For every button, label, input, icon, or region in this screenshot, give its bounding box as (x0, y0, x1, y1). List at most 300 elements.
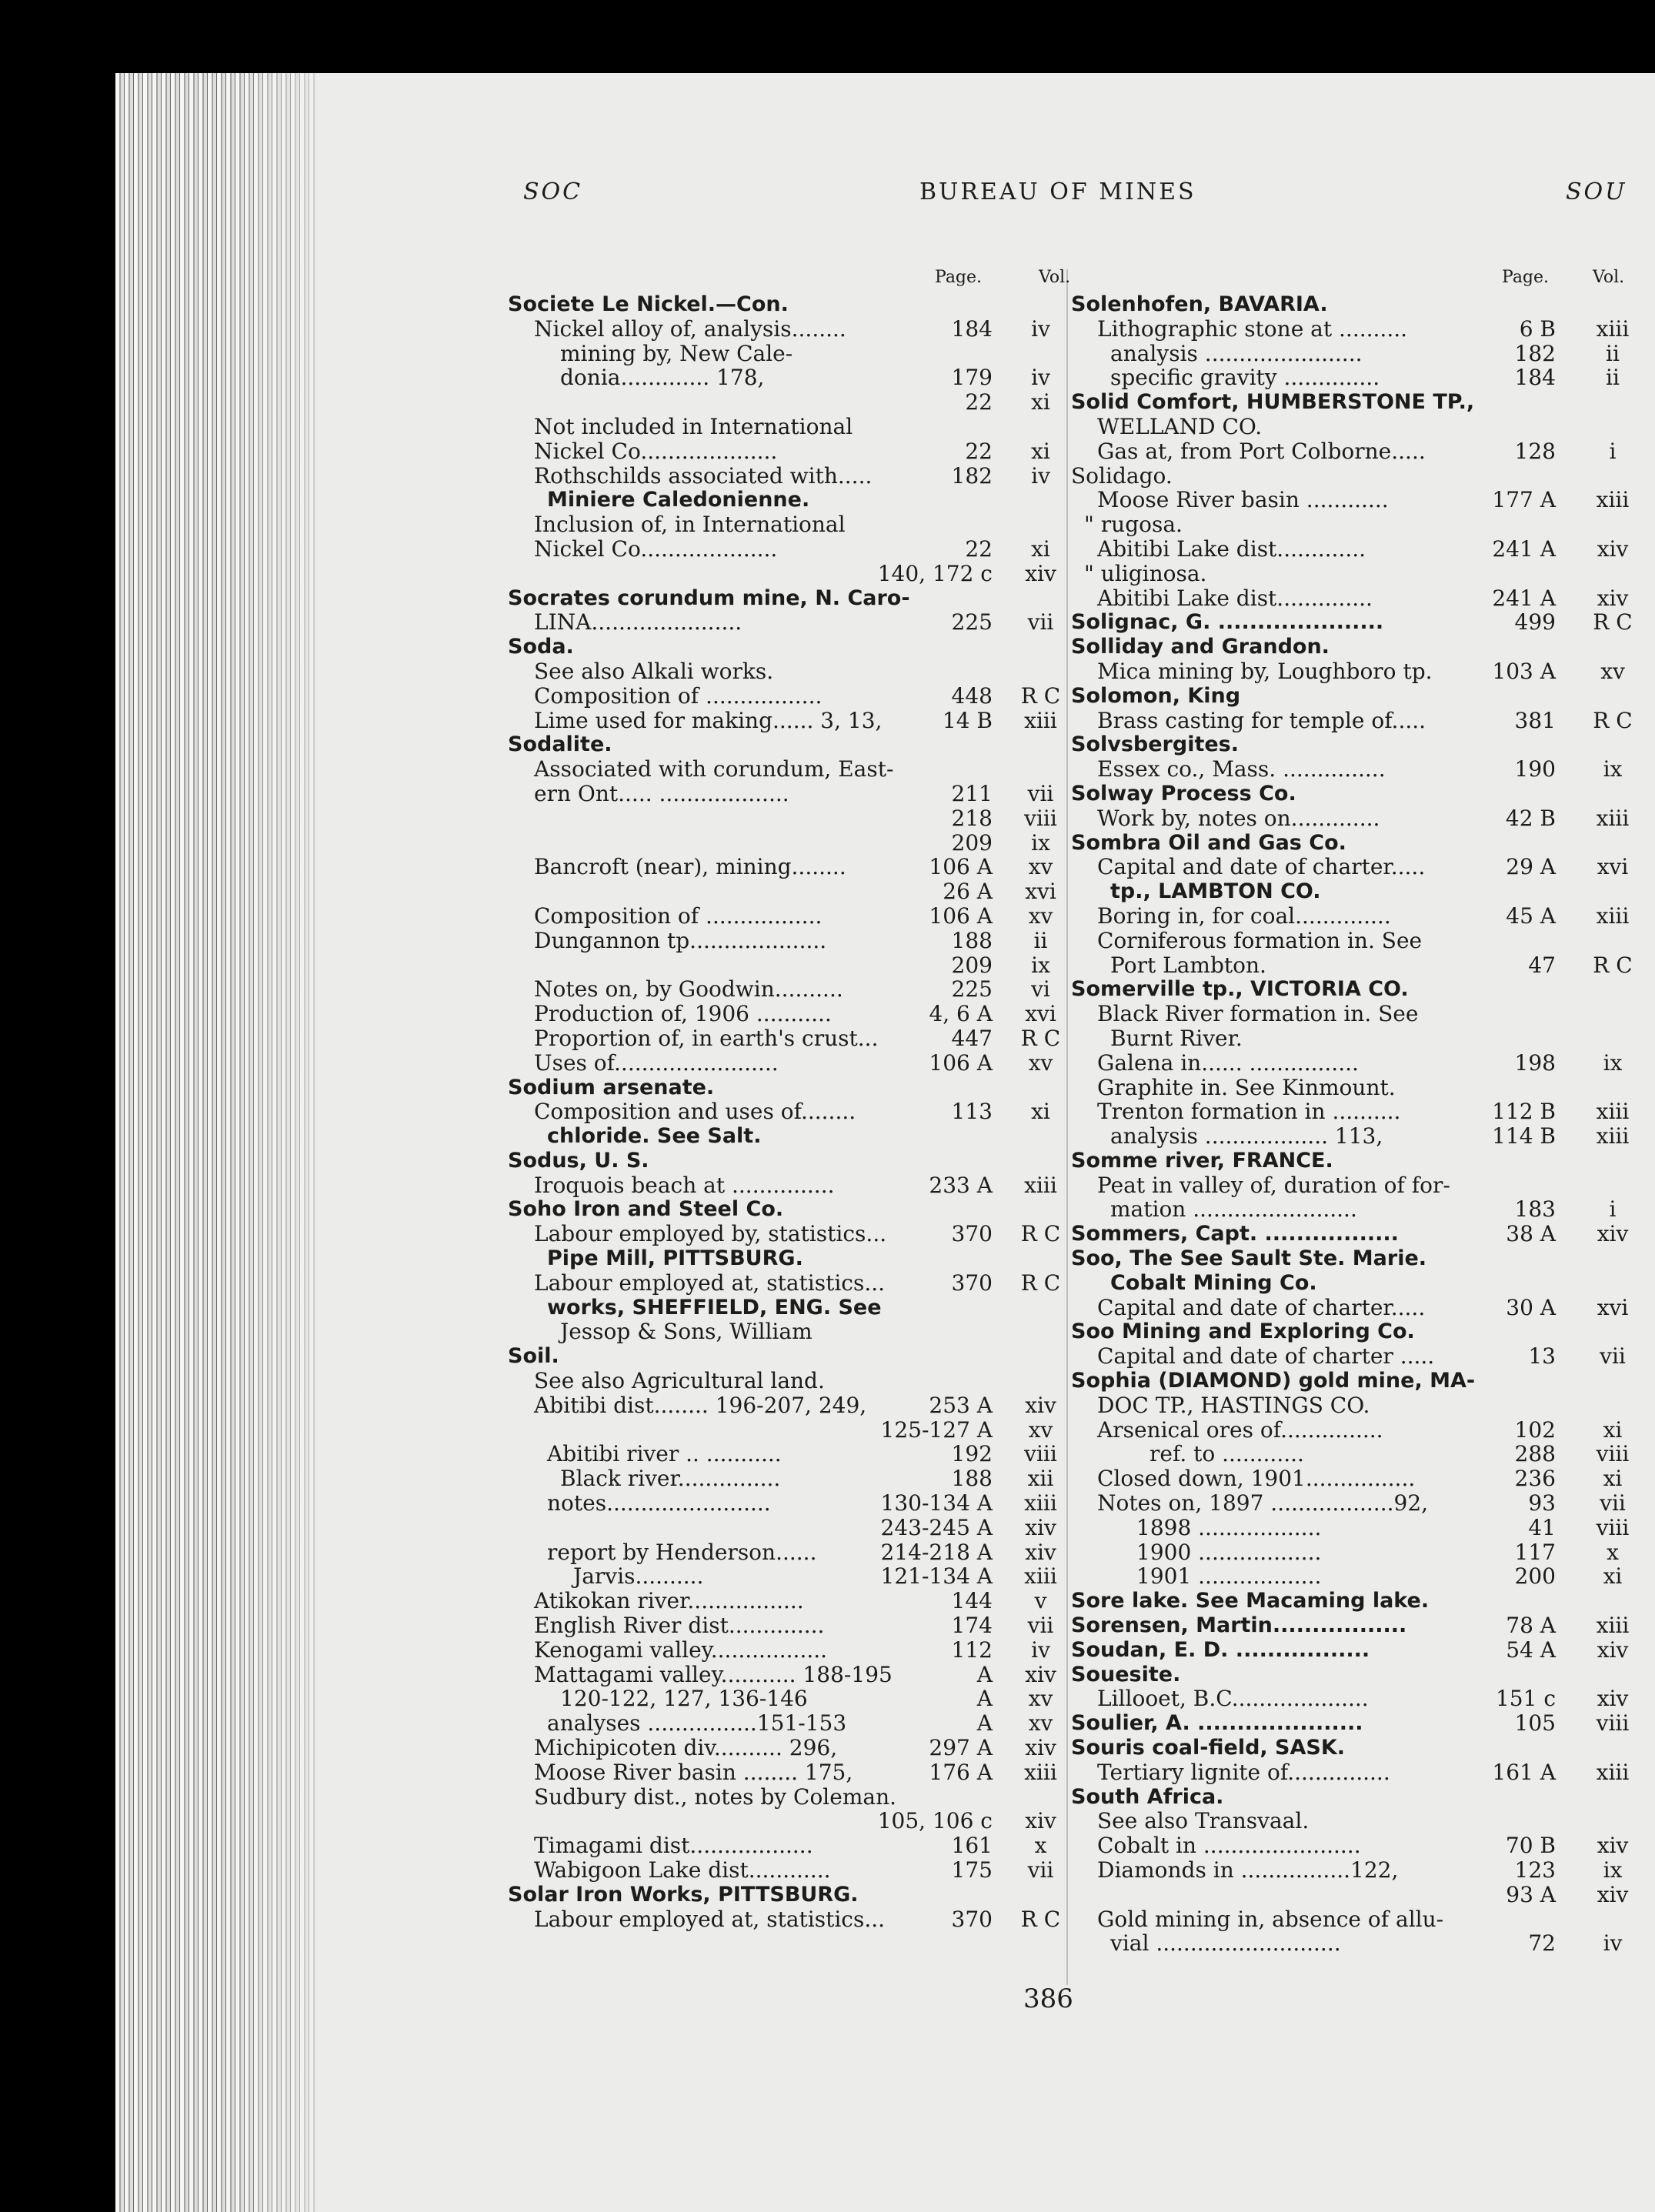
index-entry (1071, 1222, 1640, 1246)
volume-reference: xiii (1596, 805, 1630, 831)
page-reference: 370 (951, 1269, 993, 1296)
index-subentry (1071, 659, 1640, 684)
volume-reference: xvi (1025, 1001, 1056, 1027)
entry-text: LINA...................... (534, 609, 742, 636)
volume-reference: x (1034, 1833, 1047, 1859)
page-reference: 106 A (929, 902, 993, 929)
index-subentry (508, 1907, 1069, 1932)
index-entry (1071, 635, 1640, 659)
volume-reference: xiii (1596, 315, 1630, 342)
entry-text: Solignac, G. ..................... (1071, 610, 1384, 635)
index-subentry (508, 1785, 1069, 1810)
volume-reference: xi (1603, 1466, 1623, 1492)
index-subentry (1071, 1687, 1640, 1711)
page-reference: 241 A (1492, 585, 1556, 611)
index-entry (1071, 1663, 1640, 1687)
index-subentry (508, 855, 1069, 879)
entry-text: Abitibi Lake dist.............. (1097, 585, 1373, 611)
index-subentry (508, 1320, 1069, 1344)
page-reference: 182 (951, 462, 993, 489)
entry-text: vial ........................... (1110, 1930, 1341, 1957)
index-subentry (508, 831, 1069, 856)
index-subentry (1071, 1466, 1640, 1491)
index-entry (508, 1344, 1069, 1369)
volume-reference: xi (1031, 1099, 1050, 1125)
entry-text: Nickel Co.................... (534, 535, 778, 562)
entry-text: Dungannon tp.................... (534, 927, 827, 953)
volume-reference: ix (1603, 1857, 1623, 1883)
index-subentry (508, 709, 1069, 733)
volume-reference: ix (1031, 952, 1050, 978)
volume-reference: ii (1606, 365, 1620, 391)
volume-reference: ix (1603, 1049, 1623, 1076)
entry-text: Composition of ................. (534, 902, 822, 929)
index-subentry (508, 1002, 1069, 1026)
entry-text: Corniferous formation in. See (1097, 927, 1423, 953)
index-subentry (1071, 1026, 1640, 1051)
index-subentry (1071, 1002, 1640, 1026)
entry-text: Sommers, Capt. ................. (1071, 1222, 1399, 1246)
entry-text: Uses of........................ (534, 1049, 779, 1076)
index-subentry (1071, 1833, 1640, 1858)
entry-text: Nickel Co.................... (534, 438, 778, 464)
page-column-label: Page. (935, 268, 983, 287)
volume-reference: xvi (1025, 879, 1056, 905)
index-subentry (508, 365, 1069, 390)
entry-text: mation ........................ (1110, 1196, 1357, 1223)
entry-text: Lithographic stone at .......... (1097, 315, 1408, 342)
index-entry (1071, 1613, 1640, 1638)
volume-reference: viii (1024, 1441, 1057, 1467)
index-subentry (1071, 1564, 1640, 1589)
entry-text: Rothschilds associated with..... (534, 462, 873, 489)
volume-reference: xiv (1025, 1661, 1056, 1687)
volume-reference: v (1034, 1588, 1047, 1614)
page-reference: 30 A (1506, 1294, 1556, 1320)
entry-text: 1901 .................. (1136, 1563, 1322, 1590)
vol-column-label: Vol. (1039, 268, 1071, 287)
entry-text: Essex co., Mass. ............... (1097, 756, 1386, 782)
entry-text: Atikokan river................. (534, 1588, 804, 1614)
index-entry (1071, 1320, 1640, 1344)
index-subentry (1071, 904, 1640, 929)
page-reference: 214-218 A (880, 1539, 993, 1565)
index-subentry (1071, 1540, 1640, 1565)
entry-text: Somerville tp., VICTORIA CO. (1071, 977, 1409, 1002)
index-subentry (508, 782, 1069, 806)
volume-reference: xiv (1025, 560, 1056, 586)
page-reference: 38 A (1506, 1221, 1556, 1247)
entry-text: Composition of ................. (534, 682, 822, 709)
index-subentry (1071, 537, 1640, 562)
page-reference: 54 A (1506, 1636, 1556, 1663)
entry-text: Closed down, 1901................ (1097, 1466, 1416, 1492)
index-subentry (1071, 929, 1640, 953)
entry-text: analysis ....................... (1110, 340, 1363, 366)
index-subentry (508, 1809, 1069, 1833)
entry-text: Black River formation in. See (1097, 1001, 1419, 1027)
index-subentry (1071, 365, 1640, 390)
index-subentry (508, 1711, 1069, 1736)
page-reference: 211 (951, 780, 993, 806)
index-entry (508, 1246, 1069, 1271)
entry-text: Iroquois beach at ............... (534, 1172, 835, 1198)
index-subentry (508, 757, 1069, 782)
volume-reference: xvi (1597, 1294, 1629, 1320)
index-subentry (1071, 415, 1640, 439)
index-subentry (1071, 1124, 1640, 1149)
page-reference: 370 (951, 1221, 993, 1247)
page-reference: 192 (951, 1441, 993, 1467)
entry-text: Kenogami valley................. (534, 1636, 828, 1663)
entry-text: Solomon, King (1071, 683, 1241, 708)
index-subentry (508, 1760, 1069, 1785)
index-subentry (508, 977, 1069, 1002)
entry-text: Jessop & Sons, William (560, 1319, 812, 1345)
page-reference: 13 (1528, 1343, 1556, 1370)
index-subentry (508, 512, 1069, 537)
entry-text: Not included in International (534, 413, 853, 439)
index-subentry (1071, 1197, 1640, 1222)
volume-reference: xiii (1024, 1759, 1057, 1785)
entry-text: Solidago. (1071, 462, 1173, 489)
entry-text: Wabigoon Lake dist............ (534, 1857, 831, 1883)
index-subentry (508, 1099, 1069, 1124)
entry-text: Peat in valley of, duration of for- (1097, 1172, 1450, 1198)
index-entry (508, 1296, 1069, 1320)
page-reference: 113 (951, 1099, 993, 1125)
index-subentry (1071, 1418, 1640, 1443)
index-subentry (508, 1564, 1069, 1589)
index-subentry (1071, 1760, 1640, 1785)
index-subentry (508, 610, 1069, 635)
entry-text: Tertiary lignite of............... (1097, 1759, 1390, 1785)
entry-text: Timagami dist.................. (534, 1833, 813, 1859)
index-subentry (1071, 1809, 1640, 1833)
entry-text: Composition and uses of........ (534, 1099, 856, 1125)
entry-text: Sodalite. (508, 732, 612, 757)
volume-reference: xiv (1597, 535, 1629, 562)
index-subentry (508, 1026, 1069, 1051)
page-reference: 161 A (1492, 1759, 1556, 1785)
entry-text: Soudan, E. D. ................. (1071, 1637, 1370, 1662)
index-subentry (508, 659, 1069, 684)
page-reference: 130-134 A (880, 1490, 993, 1516)
index-subentry (1071, 439, 1640, 464)
entry-text: Gold mining in, absence of allu- (1097, 1906, 1444, 1932)
page-reference: 72 (1528, 1930, 1556, 1957)
page-reference: 151 c (1495, 1686, 1556, 1712)
entry-text: notes........................ (547, 1490, 771, 1516)
page-reference: 22 (965, 438, 993, 464)
page-reference: 105, 106 c (877, 1808, 993, 1834)
volume-reference: xiii (1024, 1563, 1057, 1590)
entry-text: Diamonds in ................122, (1097, 1857, 1399, 1883)
entry-text: Port Lambton. (1110, 952, 1266, 978)
volume-reference: iv (1603, 1930, 1623, 1957)
page-reference: 209 (951, 952, 993, 978)
index-subentry (508, 953, 1069, 978)
entry-text: " uliginosa. (1084, 560, 1207, 586)
entry-text: 1900 .................. (1136, 1539, 1322, 1565)
index-entry (508, 586, 1069, 611)
page-reference: 218 (951, 805, 993, 831)
index-column-right (1071, 268, 1640, 1956)
volume-reference: ii (1606, 340, 1620, 366)
page-reference: 184 (951, 315, 993, 342)
page-reference: 106 A (929, 1049, 993, 1076)
page-reference: 112 B (1492, 1099, 1556, 1125)
entry-text: 1898 .................. (1136, 1514, 1322, 1540)
entry-text: Soo, The See Sault Ste. Marie. (1071, 1246, 1427, 1271)
page-reference: 188 (951, 1466, 993, 1492)
index-subentry (508, 1663, 1069, 1687)
volume-reference: vi (1031, 976, 1050, 1003)
volume-reference: viii (1596, 1710, 1630, 1737)
page-reference: 288 (1514, 1441, 1556, 1467)
page-reference: 499 (1514, 609, 1556, 636)
index-entry (1071, 879, 1640, 904)
entry-text: Mattagami valley........... 188-195 (534, 1661, 893, 1687)
volume-reference: ii (1033, 927, 1048, 953)
volume-reference: ix (1031, 829, 1050, 856)
entry-text: specific gravity .............. (1110, 365, 1380, 391)
volume-reference: R C (1020, 1269, 1061, 1296)
page-reference: 448 (951, 682, 993, 709)
entry-text: Socrates corundum mine, N. Caro- (508, 586, 910, 610)
page-reference: 29 A (1506, 854, 1556, 880)
volume-reference: i (1609, 438, 1617, 464)
entry-text: Burnt River. (1110, 1025, 1243, 1051)
index-subentry (1071, 1051, 1640, 1076)
entry-text: Abitibi dist........ 196-207, 249, (534, 1392, 867, 1418)
index-subentry (508, 439, 1069, 464)
entry-text: Sodium arsenate. (508, 1075, 715, 1099)
volume-reference: xvi (1597, 854, 1629, 880)
entry-text: Abitibi river .. ........... (547, 1441, 782, 1467)
volume-reference: xiv (1597, 1686, 1629, 1712)
index-entry (1071, 684, 1640, 709)
index-subentry (508, 929, 1069, 953)
volume-reference: xiii (1596, 487, 1630, 513)
index-entry (1071, 1638, 1640, 1663)
page-reference: 128 (1514, 438, 1556, 464)
index-subentry (1071, 1099, 1640, 1124)
volume-reference: xiv (1025, 1539, 1056, 1565)
page-reference: 14 B (942, 707, 993, 733)
entry-text: analyses ................151-153 (547, 1710, 847, 1737)
entry-text: Black river............... (560, 1466, 781, 1492)
volume-reference: vii (1027, 609, 1054, 636)
volume-reference: xiii (1596, 1123, 1630, 1149)
entry-text: Societe Le Nickel.—Con. (508, 292, 789, 316)
index-subentry (508, 1369, 1069, 1393)
entry-text: Cobalt in ....................... (1097, 1833, 1361, 1859)
volume-reference: xiv (1025, 1735, 1056, 1761)
page-column-label: Page. (1502, 268, 1550, 287)
index-entry (508, 1149, 1069, 1173)
entry-text: Sudbury dist., notes by Coleman. (534, 1783, 897, 1810)
page-reference: 102 (1514, 1416, 1556, 1443)
index-subentry (508, 1540, 1069, 1565)
entry-text: Associated with corundum, East- (534, 756, 894, 782)
index-subentry (1071, 1491, 1640, 1516)
volume-reference: xi (1031, 535, 1050, 562)
index-subentry (508, 1418, 1069, 1443)
entry-text: analysis .................. 113, (1110, 1123, 1383, 1149)
page-reference: 200 (1514, 1563, 1556, 1590)
index-subentry (508, 1271, 1069, 1296)
entry-text: Sodus, U. S. (508, 1148, 649, 1173)
page-reference: 190 (1514, 756, 1556, 782)
volume-reference: vii (1600, 1490, 1626, 1516)
index-subentry (508, 1516, 1069, 1540)
index-entry (508, 1076, 1069, 1100)
index-subentry (508, 1736, 1069, 1760)
index-entry (508, 488, 1069, 512)
index-entry (1071, 390, 1640, 415)
volume-reference: xiv (1597, 1636, 1629, 1663)
entry-text: Soil. (508, 1344, 559, 1369)
volume-reference: R C (1020, 1221, 1061, 1247)
page-reference: 123 (1514, 1857, 1556, 1883)
page-reference: 184 (1514, 365, 1556, 391)
entry-text: See also Alkali works. (534, 658, 774, 684)
volume-reference: xi (1603, 1563, 1623, 1590)
page-reference: 161 (951, 1833, 993, 1859)
page-reference: 70 B (1505, 1833, 1556, 1859)
index-subentry (1071, 342, 1640, 366)
page-reference: 243-245 A (880, 1514, 993, 1540)
volume-reference: R C (1593, 609, 1633, 636)
volume-reference: xv (1028, 1416, 1053, 1443)
volume-reference: xiii (1024, 1172, 1057, 1198)
volume-reference: xiv (1025, 1514, 1056, 1540)
page-reference: 177 A (1492, 487, 1556, 513)
index-entries-right (1071, 292, 1640, 1956)
entry-text: Solar Iron Works, PITTSBURG. (508, 1882, 859, 1907)
volume-reference: R C (1593, 952, 1633, 978)
volume-reference: iv (1031, 365, 1050, 391)
entry-text: Solway Process Co. (1071, 781, 1296, 806)
page-reference: 47 (1528, 952, 1556, 978)
index-entry (1071, 1711, 1640, 1736)
volume-reference: iv (1031, 462, 1050, 489)
index-subentry (1071, 1442, 1640, 1466)
volume-reference: vii (1027, 1857, 1054, 1883)
entry-text: Nickel alloy of, analysis........ (534, 315, 846, 342)
entry-text: Gas at, from Port Colborne..... (1097, 438, 1426, 464)
volume-reference: R C (1020, 1906, 1061, 1932)
page-reference: 381 (1514, 707, 1556, 733)
page-reference: 174 (951, 1613, 993, 1639)
entry-text: tp., LAMBTON CO. (1110, 879, 1321, 904)
volume-reference: vii (1027, 780, 1054, 806)
entry-text: Souris coal-field, SASK. (1071, 1736, 1346, 1760)
volume-reference: vii (1027, 1613, 1054, 1639)
index-subentry (508, 415, 1069, 439)
entry-text: Inclusion of, in International (534, 512, 846, 538)
index-subentry (508, 1589, 1069, 1613)
index-entry (1071, 732, 1640, 757)
volume-reference: R C (1020, 1025, 1061, 1051)
index-subentry (1071, 488, 1640, 512)
index-subentry (508, 684, 1069, 709)
page-reference: 179 (951, 365, 993, 391)
volume-reference: xiii (1596, 1099, 1630, 1125)
entry-text: Capital and date of charter..... (1097, 854, 1426, 880)
page-reference: A (976, 1710, 993, 1737)
entry-text: donia............. 178, (560, 365, 765, 391)
index-subentry (1071, 1907, 1640, 1932)
page-reference: 42 B (1505, 805, 1556, 831)
entry-text: Souesite. (1071, 1662, 1181, 1687)
index-subentry (1071, 1076, 1640, 1100)
index-subentry (508, 464, 1069, 489)
index-subentry (1071, 562, 1640, 586)
entry-text: chloride. See Salt. (547, 1124, 762, 1149)
page-reference: 22 (965, 389, 993, 415)
volume-reference: x (1607, 1539, 1619, 1565)
index-subentry (1071, 1516, 1640, 1540)
volume-reference: xv (1028, 1686, 1053, 1712)
entry-text: WELLAND CO. (1097, 413, 1263, 439)
entry-text: Notes on, 1897 ..................92, (1097, 1490, 1429, 1516)
running-head-left: SOC (523, 178, 583, 205)
volume-reference: xiii (1596, 1613, 1630, 1639)
index-subentry (1071, 1931, 1640, 1956)
page-reference: 182 (1514, 340, 1556, 366)
entry-text: Solliday and Grandon. (1071, 635, 1330, 659)
entry-text: Soda. (508, 635, 574, 659)
entry-text: Mica mining by, Loughboro tp. (1097, 658, 1433, 684)
entry-text: Solvsbergites. (1071, 732, 1240, 757)
index-entry (1071, 1736, 1640, 1760)
entry-text: Trenton formation in .......... (1097, 1099, 1401, 1125)
index-subentry (1071, 806, 1640, 831)
page-reference: 106 A (929, 854, 993, 880)
volume-reference: R C (1593, 707, 1633, 733)
entry-text: Somme river, FRANCE. (1071, 1148, 1333, 1173)
index-subentry (508, 537, 1069, 562)
volume-reference: vii (1600, 1343, 1626, 1370)
volume-reference: xv (1600, 658, 1625, 684)
page-number: 386 (1023, 1983, 1073, 2014)
entry-text: Sophia (DIAMOND) gold mine, MA- (1071, 1369, 1476, 1393)
page-reference: 253 A (929, 1392, 993, 1418)
index-entries-left (508, 292, 1069, 1931)
volume-reference: xiii (1596, 902, 1630, 929)
volume-reference: xi (1603, 1416, 1623, 1443)
index-subentry (508, 1466, 1069, 1491)
entry-text: Capital and date of charter..... (1097, 1294, 1426, 1320)
page-reference: 236 (1514, 1466, 1556, 1492)
column-header (508, 268, 1069, 292)
page-reference: 144 (951, 1588, 993, 1614)
entry-text: Soo Mining and Exploring Co. (1071, 1320, 1415, 1344)
index-subentry (1071, 586, 1640, 611)
entry-text: See also Transvaal. (1097, 1808, 1310, 1834)
page-reference: 112 (951, 1636, 993, 1663)
entry-text: Labour employed at, statistics... (534, 1269, 886, 1296)
page-reference: 183 (1514, 1196, 1556, 1223)
volume-reference: viii (1596, 1441, 1630, 1467)
index-subentry (508, 1173, 1069, 1198)
entry-text: Miniere Caledonienne. (547, 488, 810, 512)
running-head-title: BUREAU OF MINES (919, 178, 1196, 205)
index-subentry (1071, 1344, 1640, 1369)
index-subentry (1071, 512, 1640, 537)
